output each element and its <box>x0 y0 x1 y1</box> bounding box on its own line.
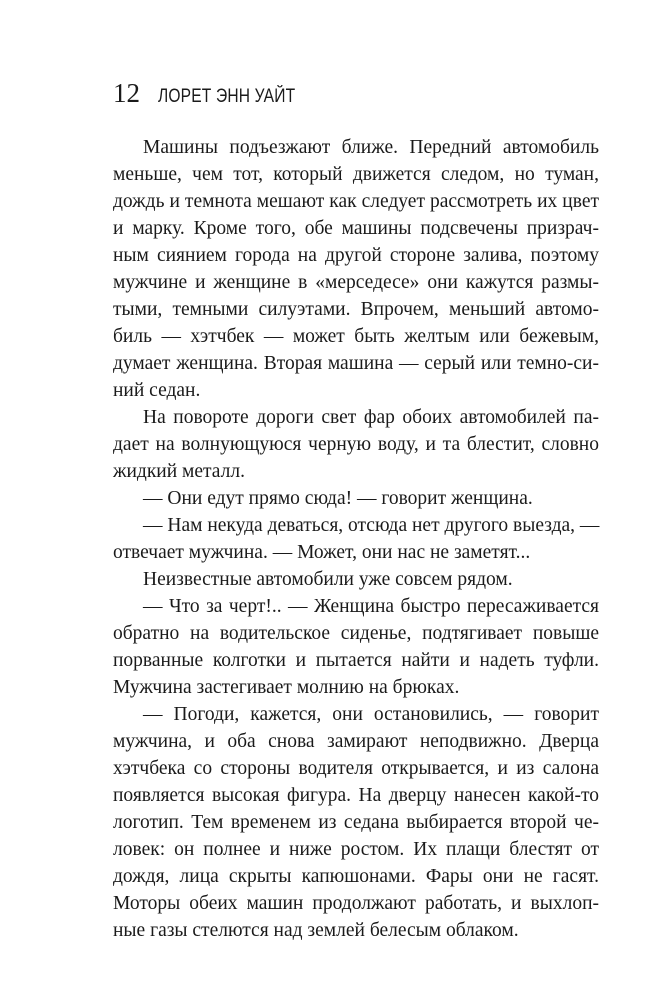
text-line: меньше, чем тот, который движется следом, но туман, <box>113 164 599 185</box>
text-line: дождя, лица скрыты капюшонами. Фары они не гасят. <box>113 866 599 887</box>
text-line: — Погоди, кажется, они остановились, — говорит <box>143 704 599 725</box>
running-head: ЛОРЕТ ЭНН УАЙТ <box>158 86 296 107</box>
text-line: — Они едут прямо сюда! — говорит женщина. <box>143 488 533 509</box>
text-line: мужчине и женщине в «мерседесе» они кажутся размы- <box>113 272 599 293</box>
text-line: Мужчина застегивает молнию на брюках. <box>113 677 460 698</box>
text-line: — Нам некуда деваться, отсюда нет другого выезда, — <box>143 515 600 536</box>
page-number: 12 <box>113 78 140 108</box>
text-line: жидкий металл. <box>113 461 245 482</box>
text-line: ным сиянием города на другой стороне залива, поэтому <box>113 245 599 266</box>
text-line: — Что за черт!.. — Женщина быстро пересаживается <box>143 596 599 617</box>
text-line: На повороте дороги свет фар обоих автомобилей па- <box>143 407 599 428</box>
text-line: Машины подъезжают ближе. Передний автомобиль <box>143 137 599 158</box>
text-line: дождь и темнота мешают как следует рассмотреть их цвет <box>113 191 599 212</box>
text-line: биль — хэтчбек — может быть желтым или бежевым, <box>113 326 599 347</box>
text-line: тыми, темными силуэтами. Впрочем, меньший автомо- <box>113 299 599 320</box>
text-line: Неизвестные автомобили уже совсем рядом. <box>143 569 513 590</box>
text-line: Моторы обеих машин продолжают работать, и выхлоп- <box>113 893 599 914</box>
text-line: ловек: он полнее и ниже ростом. Их плащи блестят от <box>113 839 599 860</box>
text-line: и марку. Кроме того, обе машины подсвечены призрач- <box>113 218 599 239</box>
text-line: отвечает мужчина. — Может, они нас не заметят... <box>113 542 531 563</box>
page-header <box>113 76 325 110</box>
text-line: порванные колготки и пытается найти и надеть туфли. <box>113 650 599 671</box>
text-line: обратно на водительское сиденье, подтягивает повыше <box>113 623 599 644</box>
body-text <box>113 134 599 944</box>
text-line: логотип. Тем временем из седана выбирается второй че- <box>113 812 599 833</box>
text-line: появляется высокая фигура. На дверцу нанесен какой-то <box>113 785 599 806</box>
text-line: ний седан. <box>113 380 201 401</box>
text-line: ные газы стелются над землей белесым облаком. <box>113 920 519 941</box>
text-line: дает на волнующуюся черную воду, и та блестит, словно <box>113 434 599 455</box>
text-line: хэтчбека со стороны водителя открывается, и из салона <box>113 758 599 779</box>
text-line: мужчина, и оба снова замирают неподвижно. Дверца <box>113 731 599 752</box>
text-line: думает женщина. Вторая машина — серый или темно-си- <box>113 353 599 374</box>
